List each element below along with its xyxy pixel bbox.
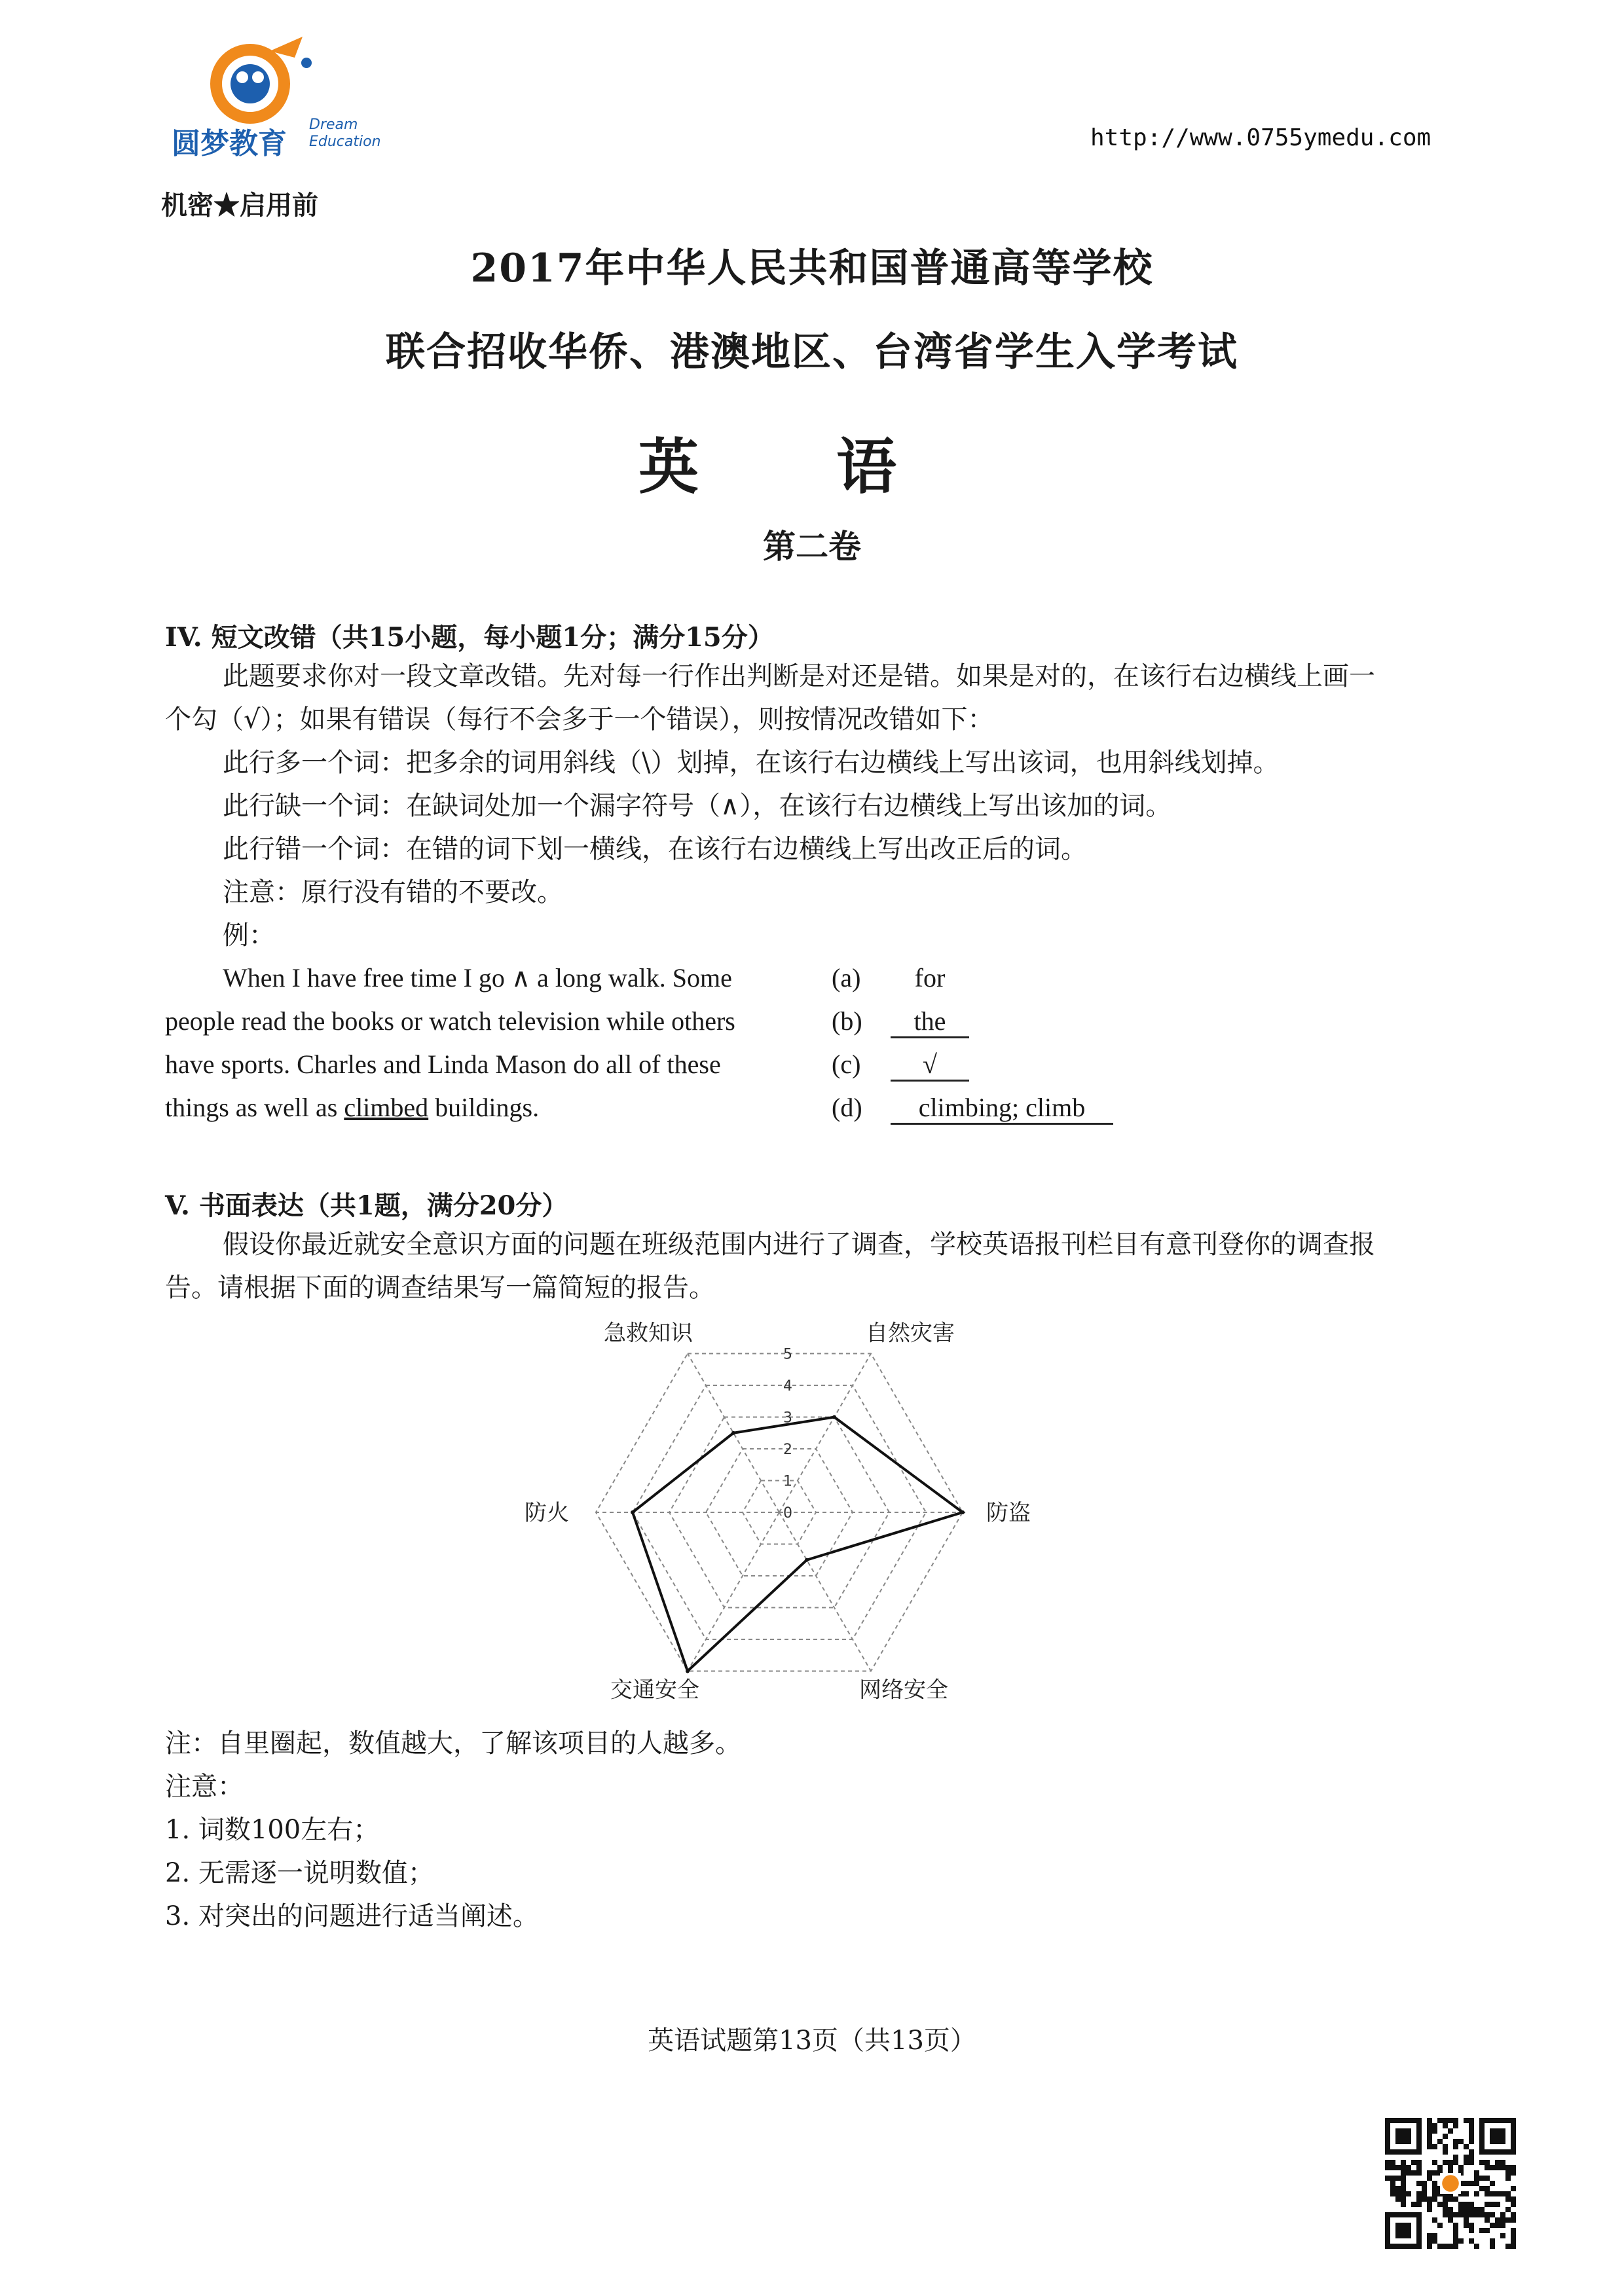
- qr-module: [1416, 2196, 1422, 2202]
- qr-module: [1443, 2149, 1448, 2155]
- example-line-d-post: buildings.: [428, 1093, 540, 1122]
- qr-module: [1427, 2118, 1432, 2123]
- qr-module: [1427, 2238, 1432, 2244]
- section4-rule3: 此行错一个词：在错的词下划一横线，在该行右边横线上写出改正后的词。: [223, 834, 1087, 864]
- qr-module: [1474, 2207, 1479, 2212]
- qr-module: [1443, 2144, 1448, 2149]
- qr-module: [1443, 2207, 1448, 2212]
- qr-module: [1511, 2244, 1516, 2249]
- volume-title: 第二卷: [763, 527, 861, 566]
- qr-module: [1453, 2118, 1458, 2123]
- qr-module: [1448, 2128, 1453, 2134]
- section4-intro: 此题要求你对一段文章改错。先对每一行作出判断是对还是错。如果是对的，在该行右边横线上画一个勾（√）；如果有错误（每行不会多于一个错误），则按情况改错如下：: [165, 661, 1375, 735]
- qr-module: [1474, 2244, 1479, 2249]
- chart-note: 注：自里圈起，数值越大，了解该项目的人越多。: [165, 1728, 741, 1758]
- qr-module: [1437, 2139, 1443, 2144]
- logo-en-line2: Education: [309, 134, 381, 150]
- qr-module: [1443, 2134, 1448, 2139]
- radar-data-point: [961, 1510, 965, 1514]
- qr-module: [1432, 2170, 1437, 2176]
- qr-module: [1464, 2155, 1469, 2160]
- qr-module: [1427, 2144, 1432, 2149]
- example-line-d-pre: things as well as: [165, 1093, 344, 1122]
- qr-module: [1495, 2165, 1500, 2170]
- radar-tick-label: 3: [783, 1410, 792, 1427]
- example-line-d-underlined: climbed: [344, 1093, 429, 1122]
- qr-module: [1401, 2191, 1406, 2196]
- qr-module: [1432, 2196, 1437, 2202]
- qr-module: [1500, 2165, 1505, 2170]
- qr-module: [1511, 2233, 1516, 2238]
- qr-module: [1427, 2170, 1432, 2176]
- qr-module: [1495, 2160, 1500, 2165]
- qr-module: [1505, 2165, 1511, 2170]
- qr-module: [1495, 2191, 1500, 2196]
- qr-module: [1443, 2123, 1448, 2128]
- example-line-d: [165, 1092, 539, 1123]
- qr-module: [1422, 2186, 1427, 2191]
- qr-code: [1385, 2118, 1516, 2249]
- qr-module: [1453, 2160, 1458, 2165]
- example-answer-c: √: [891, 1049, 969, 1082]
- qr-module: [1511, 2217, 1516, 2223]
- qr-module: [1453, 2228, 1458, 2233]
- radar-spoke: [688, 1512, 779, 1671]
- qr-module: [1505, 2191, 1511, 2196]
- qr-module: [1416, 2170, 1422, 2176]
- qr-module: [1401, 2181, 1406, 2186]
- qr-module: [1469, 2128, 1474, 2134]
- subject-char-2: 语: [836, 431, 897, 502]
- example-label-a: (a): [832, 963, 861, 993]
- qr-module: [1485, 2212, 1490, 2217]
- qr-module: [1416, 2191, 1422, 2196]
- qr-module: [1406, 2191, 1411, 2196]
- qr-module: [1485, 2176, 1490, 2181]
- qr-module: [1401, 2176, 1406, 2181]
- qr-module: [1469, 2207, 1474, 2212]
- qr-module: [1500, 2223, 1505, 2228]
- radar-category-label: 防盗: [986, 1500, 1031, 1526]
- qr-module: [1490, 2202, 1495, 2207]
- qr-module: [1464, 2160, 1469, 2165]
- qr-module: [1474, 2181, 1479, 2186]
- qr-module: [1453, 2144, 1458, 2149]
- qr-module: [1427, 2233, 1432, 2238]
- qr-module: [1511, 2196, 1516, 2202]
- qr-module: [1464, 2207, 1469, 2212]
- qr-module: [1395, 2196, 1401, 2202]
- qr-module: [1511, 2212, 1516, 2217]
- qr-module: [1432, 2160, 1437, 2165]
- qr-module: [1453, 2212, 1458, 2217]
- subject-char-1: 英: [638, 431, 699, 502]
- qr-module: [1390, 2176, 1395, 2181]
- qr-module: [1395, 2186, 1401, 2191]
- qr-module: [1469, 2228, 1474, 2233]
- qr-module: [1500, 2212, 1505, 2217]
- qr-module: [1511, 2202, 1516, 2207]
- qr-module: [1479, 2207, 1485, 2212]
- qr-module: [1505, 2207, 1511, 2212]
- qr-module: [1469, 2134, 1474, 2139]
- qr-module: [1422, 2191, 1427, 2196]
- qr-module: [1406, 2170, 1411, 2176]
- qr-module: [1390, 2160, 1395, 2165]
- qr-module: [1443, 2118, 1448, 2123]
- qr-module: [1432, 2186, 1437, 2191]
- qr-module: [1453, 2223, 1458, 2228]
- qr-module: [1495, 2223, 1500, 2228]
- example-line-c: have sports. Charles and Linda Mason do all of these: [165, 1049, 721, 1079]
- radar-category-label: 网络安全: [859, 1677, 948, 1704]
- radar-tick-label: 0: [783, 1505, 792, 1522]
- qr-module: [1395, 2176, 1401, 2181]
- qr-module: [1490, 2181, 1495, 2186]
- qr-module: [1453, 2244, 1458, 2249]
- section4-heading: IV. 短文改错（共15小题，每小题1分；满分15分）: [165, 622, 774, 653]
- qr-module: [1411, 2170, 1416, 2176]
- qr-module: [1490, 2238, 1495, 2244]
- qr-module: [1458, 2165, 1464, 2170]
- qr-module: [1490, 2165, 1495, 2170]
- qr-module: [1485, 2165, 1490, 2170]
- qr-module: [1437, 2244, 1443, 2249]
- qr-module: [1458, 2139, 1464, 2144]
- website-url[interactable]: http://www.0755ymedu.com: [1090, 124, 1431, 151]
- qr-module: [1401, 2165, 1406, 2170]
- qr-module: [1432, 2144, 1437, 2149]
- qr-code-graphic: [1385, 2118, 1516, 2249]
- qr-module: [1437, 2118, 1443, 2123]
- qr-module: [1458, 2207, 1464, 2212]
- radar-category-label: 交通安全: [610, 1677, 699, 1704]
- section4-rule2: 此行缺一个词：在缺词处加一个漏字符号（∧），在该行右边横线上写出该加的词。: [223, 791, 1172, 821]
- qr-module: [1500, 2191, 1505, 2196]
- qr-module: [1500, 2160, 1505, 2165]
- qr-module: [1453, 2233, 1458, 2238]
- qr-module: [1390, 2191, 1395, 2196]
- qr-module: [1464, 2202, 1469, 2207]
- qr-module: [1427, 2128, 1432, 2134]
- qr-module: [1432, 2123, 1437, 2128]
- radar-tick-label: 2: [783, 1442, 792, 1459]
- qr-module: [1474, 2191, 1479, 2196]
- qr-module: [1406, 2165, 1411, 2170]
- qr-module: [1479, 2186, 1485, 2191]
- qr-module: [1395, 2191, 1401, 2196]
- example-label-d: (d): [832, 1093, 862, 1122]
- radar-category-label: 急救知识: [604, 1320, 693, 1347]
- radar-chart-svg: [471, 1316, 1126, 1709]
- qr-module: [1401, 2170, 1406, 2176]
- qr-module: [1485, 2160, 1490, 2165]
- qr-module: [1427, 2207, 1432, 2212]
- qr-module: [1511, 2165, 1516, 2170]
- qr-module: [1385, 2176, 1390, 2181]
- qr-module: [1464, 2191, 1469, 2196]
- section4-rule1: 此行多一个词：把多余的词用斜线（\）划掉，在该行右边横线上写出该词，也用斜线划掉。: [223, 748, 1280, 778]
- qr-module: [1401, 2202, 1406, 2207]
- qr-module: [1469, 2118, 1474, 2123]
- qr-module: [1422, 2181, 1427, 2186]
- qr-module: [1448, 2196, 1453, 2202]
- qr-module: [1458, 2212, 1464, 2217]
- qr-module: [1469, 2123, 1474, 2128]
- qr-module: [1411, 2160, 1416, 2165]
- example-line-b: people read the books or watch television while others: [165, 1006, 735, 1036]
- qr-module: [1448, 2160, 1453, 2165]
- qr-module: [1453, 2139, 1458, 2144]
- qr-module: [1443, 2160, 1448, 2165]
- qr-module: [1385, 2160, 1390, 2165]
- qr-module: [1427, 2244, 1432, 2249]
- subject-title: [638, 419, 896, 505]
- radar-tick-label: 4: [783, 1378, 792, 1395]
- qr-module: [1469, 2238, 1474, 2244]
- qr-module: [1511, 2238, 1516, 2244]
- qr-module: [1427, 2134, 1432, 2139]
- note-item-1: 1. 词数100左右；: [165, 1815, 380, 1845]
- example-answer-b: the: [891, 1006, 969, 1038]
- qr-module: [1500, 2217, 1505, 2223]
- qr-module: [1390, 2186, 1395, 2191]
- qr-module: [1458, 2238, 1464, 2244]
- example-answer-d: climbing; climb: [891, 1092, 1113, 1125]
- qr-module: [1401, 2186, 1406, 2191]
- example-label: 例：: [223, 920, 275, 951]
- notes-title: 注意：: [165, 1772, 244, 1802]
- qr-module: [1469, 2202, 1474, 2207]
- qr-module: [1469, 2139, 1474, 2144]
- qr-module: [1495, 2217, 1500, 2223]
- qr-module: [1432, 2191, 1437, 2196]
- qr-module: [1416, 2165, 1422, 2170]
- qr-module: [1427, 2176, 1432, 2181]
- exam-title-line1: 2017年中华人民共和国普通高等学校: [470, 246, 1154, 291]
- qr-module: [1474, 2176, 1479, 2181]
- qr-module: [1427, 2139, 1432, 2144]
- qr-module: [1469, 2149, 1474, 2155]
- qr-module: [1443, 2202, 1448, 2207]
- qr-module: [1453, 2238, 1458, 2244]
- section5-intro: 假设你最近就安全意识方面的问题在班级范围内进行了调查，学校英语报刊栏目有意刊登你的调查报告。请根据下面的调查结果写一篇简短的报告。: [165, 1230, 1375, 1303]
- example-label-c: (c): [832, 1049, 861, 1079]
- radar-tick-label: 5: [783, 1346, 792, 1363]
- qr-module: [1443, 2196, 1448, 2202]
- qr-module: [1490, 2128, 1505, 2144]
- radar-data-point: [631, 1510, 635, 1514]
- radar-tick-label: 1: [783, 1473, 792, 1490]
- qr-module: [1479, 2176, 1485, 2181]
- qr-module: [1443, 2244, 1448, 2249]
- qr-module: [1469, 2160, 1474, 2165]
- qr-module: [1395, 2223, 1411, 2238]
- section5-heading: V. 书面表达（共1题，满分20分）: [165, 1190, 568, 1221]
- qr-module: [1485, 2202, 1490, 2207]
- qr-module: [1432, 2238, 1437, 2244]
- qr-module: [1474, 2170, 1479, 2176]
- qr-module: [1464, 2217, 1469, 2223]
- qr-module: [1437, 2223, 1443, 2228]
- radar-category-label: 防火: [525, 1500, 569, 1526]
- qr-module: [1464, 2223, 1469, 2228]
- qr-module: [1427, 2196, 1432, 2202]
- qr-module: [1437, 2202, 1443, 2207]
- example-answer-a: for: [914, 963, 946, 993]
- qr-module: [1485, 2191, 1490, 2196]
- qr-module: [1401, 2196, 1406, 2202]
- qr-module: [1479, 2212, 1485, 2217]
- radar-spoke: [779, 1512, 871, 1671]
- qr-module: [1432, 2128, 1437, 2134]
- radar-chart: [471, 1316, 1126, 1709]
- radar-data-point: [805, 1558, 809, 1562]
- qr-module: [1453, 2123, 1458, 2128]
- qr-module: [1448, 2244, 1453, 2249]
- brand-logo: [172, 31, 381, 160]
- qr-module: [1448, 2217, 1453, 2223]
- qr-module: [1401, 2160, 1406, 2165]
- qr-module: [1490, 2212, 1495, 2217]
- qr-center-logo: [1442, 2175, 1459, 2192]
- qr-module: [1500, 2233, 1505, 2238]
- qr-module: [1448, 2165, 1453, 2170]
- qr-module: [1469, 2212, 1474, 2217]
- qr-module: [1505, 2196, 1511, 2202]
- qr-module: [1469, 2181, 1474, 2186]
- confidential-mark: 机密★启用前: [161, 190, 318, 221]
- qr-module: [1479, 2228, 1485, 2233]
- example-label-b: (b): [832, 1006, 862, 1036]
- qr-module: [1464, 2144, 1469, 2149]
- qr-module: [1464, 2181, 1469, 2186]
- qr-module: [1495, 2202, 1500, 2207]
- qr-module: [1385, 2165, 1390, 2170]
- qr-module: [1485, 2217, 1490, 2223]
- qr-module: [1464, 2212, 1469, 2217]
- qr-module: [1505, 2217, 1511, 2223]
- qr-module: [1479, 2160, 1485, 2165]
- qr-module: [1390, 2181, 1395, 2186]
- qr-module: [1416, 2202, 1422, 2207]
- qr-module: [1432, 2181, 1437, 2186]
- radar-data-point: [832, 1415, 836, 1419]
- qr-module: [1416, 2160, 1422, 2165]
- qr-module: [1427, 2123, 1432, 2128]
- section4-note: 注意：原行没有错的不要改。: [223, 877, 563, 907]
- qr-module: [1511, 2170, 1516, 2176]
- qr-module: [1490, 2223, 1495, 2228]
- page-footer: 英语试题第13页（共13页）: [648, 2026, 976, 2056]
- qr-module: [1448, 2118, 1453, 2123]
- qr-module: [1390, 2165, 1395, 2170]
- qr-module: [1505, 2170, 1511, 2176]
- qr-module: [1474, 2212, 1479, 2217]
- qr-module: [1453, 2155, 1458, 2160]
- qr-module: [1395, 2128, 1411, 2144]
- qr-module: [1511, 2228, 1516, 2233]
- qr-module: [1469, 2223, 1474, 2228]
- radar-data-point: [686, 1669, 690, 1673]
- qr-module: [1453, 2196, 1458, 2202]
- qr-module: [1485, 2186, 1490, 2191]
- qr-module: [1448, 2207, 1453, 2212]
- qr-module: [1490, 2244, 1495, 2249]
- qr-module: [1437, 2165, 1443, 2170]
- qr-module: [1469, 2155, 1474, 2160]
- qr-module: [1422, 2196, 1427, 2202]
- qr-module: [1458, 2202, 1464, 2207]
- qr-module: [1464, 2118, 1469, 2123]
- qr-module: [1505, 2176, 1511, 2181]
- logo-cn-text: 圆梦教育: [172, 127, 287, 160]
- radar-data-point: [731, 1431, 735, 1435]
- note-item-3: 3. 对突出的问题进行适当阐述。: [165, 1901, 539, 1931]
- radar-category-label: 自然灾害: [866, 1320, 955, 1347]
- qr-module: [1395, 2165, 1401, 2170]
- example-line-a: When I have free time I go ∧ a long walk. Some: [223, 963, 732, 993]
- qr-module: [1485, 2228, 1490, 2233]
- qr-module: [1443, 2212, 1448, 2217]
- exam-title-line2: 联合招收华侨、港澳地区、台湾省学生入学考试: [386, 329, 1238, 375]
- qr-module: [1511, 2186, 1516, 2191]
- qr-module: [1490, 2191, 1495, 2196]
- qr-module: [1416, 2181, 1422, 2186]
- qr-module: [1432, 2217, 1437, 2223]
- note-item-2: 2. 无需逐一说明数值；: [165, 1858, 434, 1888]
- logo-en-line1: Dream: [309, 117, 358, 133]
- qr-module: [1432, 2233, 1437, 2238]
- qr-module: [1505, 2244, 1511, 2249]
- qr-module: [1427, 2202, 1432, 2207]
- qr-module: [1448, 2212, 1453, 2217]
- qr-module: [1411, 2202, 1416, 2207]
